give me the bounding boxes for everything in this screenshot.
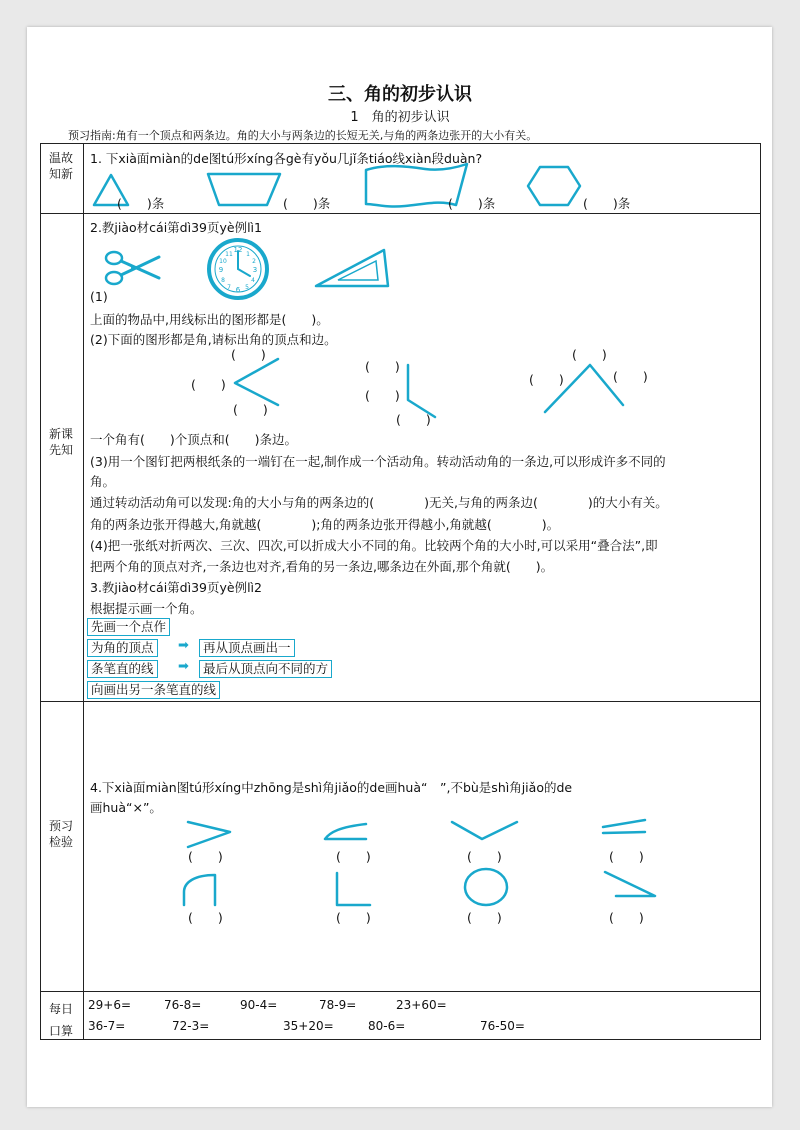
q3-step1-line2: 为角的顶点: [87, 639, 158, 657]
q2-part1-label: (1): [90, 289, 108, 304]
q4-figure-4: [603, 820, 645, 833]
q2-blank-a2[interactable]: ( ): [191, 377, 226, 392]
svg-text:6: 6: [235, 286, 241, 294]
q4-blank-7[interactable]: ( ): [467, 910, 502, 925]
q2-blank-b2[interactable]: ( ): [365, 388, 400, 403]
q1-shapes: [85, 160, 755, 212]
page-title: 三、角的初步认识: [328, 84, 472, 105]
q4-figure-5: [184, 875, 215, 905]
q4-figure-7: [465, 869, 507, 905]
trapezoid-shape: [208, 174, 280, 205]
q4-figures: [85, 810, 755, 915]
q2-blank-c2[interactable]: ( ): [529, 372, 564, 387]
q3-instruction: 根据提示画一个角。: [90, 601, 203, 616]
q3-step2-line1: 再从顶点画出一: [199, 639, 295, 657]
svg-text:9: 9: [218, 266, 224, 274]
q2-part4-line1: (4)把一张纸对折两次、三次、四次,可以折成大小不同的角。比较两个角的大小时,可以采用“叠合法”,即: [90, 538, 658, 553]
q4-blank-3[interactable]: ( ): [467, 849, 502, 864]
q2-header: 2.教jiào材cái第dì39页yè例lì1: [90, 220, 262, 235]
set-square-icon: [312, 246, 392, 290]
math-problem: 90-4=: [240, 998, 278, 1012]
q1-blank-3[interactable]: ( )条: [448, 196, 496, 211]
q2-part2-text: (2)下面的图形都是角,请标出角的顶点和边。: [90, 332, 337, 347]
q2-part3-line1: (3)用一个图钉把两根纸条的一端钉在一起,制作成一个活动角。转动活动角的一条边,可以形成许多不同的: [90, 454, 666, 469]
svg-text:10: 10: [219, 258, 227, 265]
table-border-right: [760, 143, 761, 1040]
q1-blank-1[interactable]: ( )条: [117, 196, 165, 211]
q3-header: 3.教jiào材cái第dì39页yè例lì2: [90, 580, 262, 595]
math-problem: 29+6=: [88, 998, 132, 1012]
q4-blank-1[interactable]: ( ): [188, 849, 223, 864]
q3-step1-line1: 先画一个点作: [87, 618, 170, 636]
math-problem: 36-7=: [88, 1019, 126, 1033]
section-label-new-lesson: 新课先知: [49, 427, 74, 457]
svg-text:11: 11: [225, 251, 233, 258]
q1-text: 1. 下xià面miàn的de图tú形xíng各gè有yǒu几jǐ条tiáo线xiàn段duàn?: [90, 151, 483, 166]
q2-part3-line3: 通过转动活动角可以发现:角的大小与角的两条边的( )无关,与角的两条边( )的大小有关。: [90, 495, 668, 510]
q1-blank-2[interactable]: ( )条: [283, 196, 331, 211]
math-problem: 76-50=: [480, 1019, 525, 1033]
q2-part3-line2: 角。: [90, 474, 116, 489]
arrow-right-icon: ➡: [178, 638, 189, 653]
math-problem: 35+20=: [283, 1019, 334, 1033]
q1-blank-4[interactable]: ( )条: [583, 196, 631, 211]
q2-count-text: 一个角有( )个顶点和( )条边。: [90, 432, 298, 447]
q4-blank-6[interactable]: ( ): [336, 910, 371, 925]
table-border-bottom: [40, 1039, 760, 1040]
section-label-daily-math: 每日口算: [48, 1002, 73, 1038]
q4-line2: 画huà“×”。: [90, 800, 162, 815]
angle-figure-1: [235, 359, 278, 405]
page-subtitle: 1 角的初步认识: [350, 110, 450, 125]
scissors-icon: [103, 248, 163, 288]
preview-guide: 预习指南:角有一个顶点和两条边。角的大小与两条边的长短无关,与角的两条边张开的大小有关。: [68, 129, 538, 142]
q4-figure-2: [325, 824, 366, 839]
svg-text:4: 4: [251, 277, 255, 284]
math-problem: 72-3=: [172, 1019, 210, 1033]
math-problem: 23+60=: [396, 998, 447, 1012]
q4-figure-3: [452, 822, 517, 839]
section-label-review: 温故知新: [49, 151, 74, 181]
q4-line1: 4.下xià面miàn图tú形xíng中zhōng是shì角jiǎo的de画huà“ ”,不bù是shì角jiǎo的de: [90, 780, 573, 795]
q4-blank-4[interactable]: ( ): [609, 849, 644, 864]
q4-figure-6: [337, 873, 370, 905]
q2-blank-b3[interactable]: ( ): [396, 412, 431, 427]
hexagon-shape: [528, 167, 580, 205]
q3-step2-line2: 条笔直的线: [87, 660, 158, 678]
q2-blank-a3[interactable]: ( ): [233, 402, 268, 417]
q4-blank-2[interactable]: ( ): [336, 849, 371, 864]
section-label-preview-check: 预习检验: [49, 819, 74, 849]
q2-part3-line4: 角的两条边张开得越大,角就越( );角的两条边张开得越小,角就越( )。: [90, 517, 560, 532]
clock-icon: [206, 237, 270, 301]
q2-blank-b1[interactable]: ( ): [365, 359, 400, 374]
q2-blank-c3[interactable]: ( ): [613, 369, 648, 384]
q2-blank-c1[interactable]: ( ): [572, 347, 607, 362]
q3-step3-line2: 向画出另一条笔直的线: [87, 681, 220, 699]
table-divider-2: [40, 701, 760, 702]
svg-text:8: 8: [221, 277, 225, 284]
q3-step3-line1: 最后从顶点向不同的方: [199, 660, 332, 678]
q2-part1-text: 上面的物品中,用线标出的图形都是( )。: [90, 312, 329, 327]
q4-blank-5[interactable]: ( ): [188, 910, 223, 925]
svg-text:1: 1: [246, 251, 250, 258]
svg-text:2: 2: [252, 258, 256, 265]
math-problem: 78-9=: [319, 998, 357, 1012]
q4-figure-8: [605, 872, 655, 896]
q2-part4-line2: 把两个角的顶点对齐,一条边也对齐,看角的另一条边,哪条边在外面,那个角就( )。: [90, 559, 554, 574]
table-border-top: [40, 143, 760, 144]
table-border-left: [40, 143, 41, 1040]
svg-text:7: 7: [227, 284, 231, 291]
q4-blank-8[interactable]: ( ): [609, 910, 644, 925]
math-problem: 80-6=: [368, 1019, 406, 1033]
table-divider-1: [40, 213, 760, 214]
q4-figure-1: [188, 822, 230, 847]
table-column-divider: [83, 143, 84, 1040]
table-divider-3: [40, 991, 760, 992]
svg-text:12: 12: [233, 246, 243, 254]
q2-blank-a1[interactable]: ( ): [231, 347, 266, 362]
svg-text:3: 3: [252, 266, 258, 274]
svg-text:5: 5: [245, 284, 249, 291]
math-problem: 76-8=: [164, 998, 202, 1012]
arrow-right-icon: ➡: [178, 659, 189, 674]
